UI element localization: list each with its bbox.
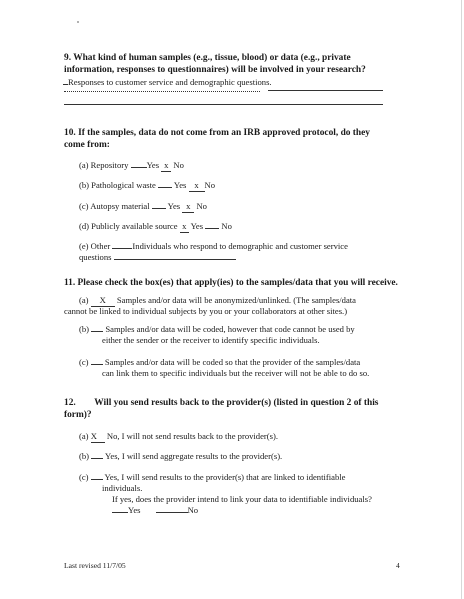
q12-a-mark: X — [91, 431, 105, 443]
q10-a-no-mark: x — [161, 160, 171, 172]
q10-b-no-mark: x — [189, 180, 205, 192]
q11-c-label: (c) — [79, 357, 89, 367]
q10-item-d — [79, 221, 232, 233]
q12-question-line-2: form)? — [64, 410, 92, 420]
footer-revised: Last revised 11/7/05 — [64, 561, 126, 570]
q9-answer — [63, 77, 383, 88]
q12-followup-yes: Yes — [128, 505, 141, 515]
q10-item-e — [79, 241, 348, 252]
q10-d-label: (d) Publicly available source — [79, 221, 178, 231]
q11-a-label: (a) — [79, 295, 89, 305]
q10-c-yes: Yes — [167, 201, 181, 211]
q11-question: 11. Please check the box(es) that apply(ies) to the samples/data that you will receive. — [64, 278, 398, 288]
scan-speck — [77, 21, 79, 23]
q12-question-line-1: 12. Will you send results back to the provider(s) (listed in question 2 of this — [64, 398, 379, 408]
q10-b-yes-mark — [158, 187, 172, 188]
q10-item-b — [79, 180, 215, 192]
q9-answer-line-2 — [64, 104, 383, 105]
q10-item-a — [79, 160, 184, 172]
q10-c-no-mark: x — [182, 201, 194, 213]
q12-option-b — [79, 451, 282, 462]
q12-option-c-cont: individuals. — [102, 483, 143, 493]
q11-option-b — [79, 324, 355, 335]
q12-followup-no: No — [187, 505, 199, 515]
q10-b-yes: Yes — [173, 180, 187, 190]
q9-answer-line-1a — [64, 91, 260, 92]
q12-option-c — [79, 472, 345, 483]
q12-followup-question: If yes, does the provider intend to link your data to identifiable individuals? — [112, 494, 372, 504]
q12-c-text-1: Yes, I will send results to the provider(s) that are linked to identifiable — [104, 472, 346, 482]
q9-question: 9. What kind of human samples (e.g., tissue, blood) or data (e.g., private information, responses to questionnaires) will be involved in your research? — [64, 53, 366, 75]
q10-e-text-2: questions — [79, 252, 112, 262]
q10-b-label: (b) Pathological waste — [79, 180, 156, 190]
q10-d-yes-mark: x — [180, 221, 189, 233]
q12-b-label: (b) — [79, 451, 90, 461]
q10-item-e-cont — [79, 252, 236, 263]
q10-question: 10. If the samples, data do not come from an IRB approved protocol, do they come from: — [64, 128, 370, 150]
q10-b-no: No — [204, 180, 216, 190]
q12-followup-answers — [112, 505, 198, 516]
q10-a-yes-mark — [131, 167, 147, 168]
q10-d-no-mark — [205, 228, 219, 229]
q12-a-text: No, I will not send results back to the provider(s). — [106, 431, 278, 441]
q10-d-no: No — [221, 221, 232, 231]
q9-answer-line-1b — [268, 90, 383, 91]
scan-edge-line — [461, 0, 462, 599]
q10-e-text-1: Individuals who respond to demographic and customer service — [132, 241, 348, 251]
q11-option-b-cont: either the sender or the receiver to identify specific individuals. — [102, 335, 320, 345]
q12-option-a — [79, 431, 278, 443]
q11-b-label: (b) — [79, 324, 90, 334]
q10-c-no: No — [196, 201, 207, 211]
q10-a-label: (a) Repository — [79, 160, 129, 170]
q10-e-label: (e) Other — [79, 241, 111, 251]
q11-b-text-1: Samples and/or data will be coded, however that code cannot be used by — [105, 324, 355, 334]
q10-c-label: (c) Autopsy material — [79, 201, 150, 211]
q11-a-mark: X — [91, 295, 115, 307]
q9-answer-text: Responses to customer service and demographic questions. — [68, 77, 272, 87]
q10-a-no: No — [173, 160, 184, 170]
q10-c-yes-mark — [152, 208, 166, 209]
q10-item-c — [79, 201, 207, 213]
q11-option-c-cont: can link them to specific individuals but the receiver will not be able to do so. — [102, 368, 370, 378]
q10-a-yes: Yes — [146, 160, 160, 170]
q11-c-text-1: Samples and/or data will be coded so that the provider of the samples/data — [104, 357, 361, 367]
q11-option-c — [79, 357, 360, 368]
q12-a-label: (a) — [79, 431, 89, 441]
q11-a-text-1: Samples and/or data will be anonymized/unlinked. (The samples/data — [116, 295, 356, 305]
q12-b-text: Yes, I will send aggregate results to the provider(s). — [105, 451, 283, 461]
q10-d-yes: Yes — [190, 221, 204, 231]
page-number: 4 — [396, 561, 400, 570]
q12-c-label: (c) — [79, 472, 89, 482]
q11-option-a-cont: cannot be linked to individual subjects by you or your collaborators at other sites.) — [64, 306, 348, 316]
